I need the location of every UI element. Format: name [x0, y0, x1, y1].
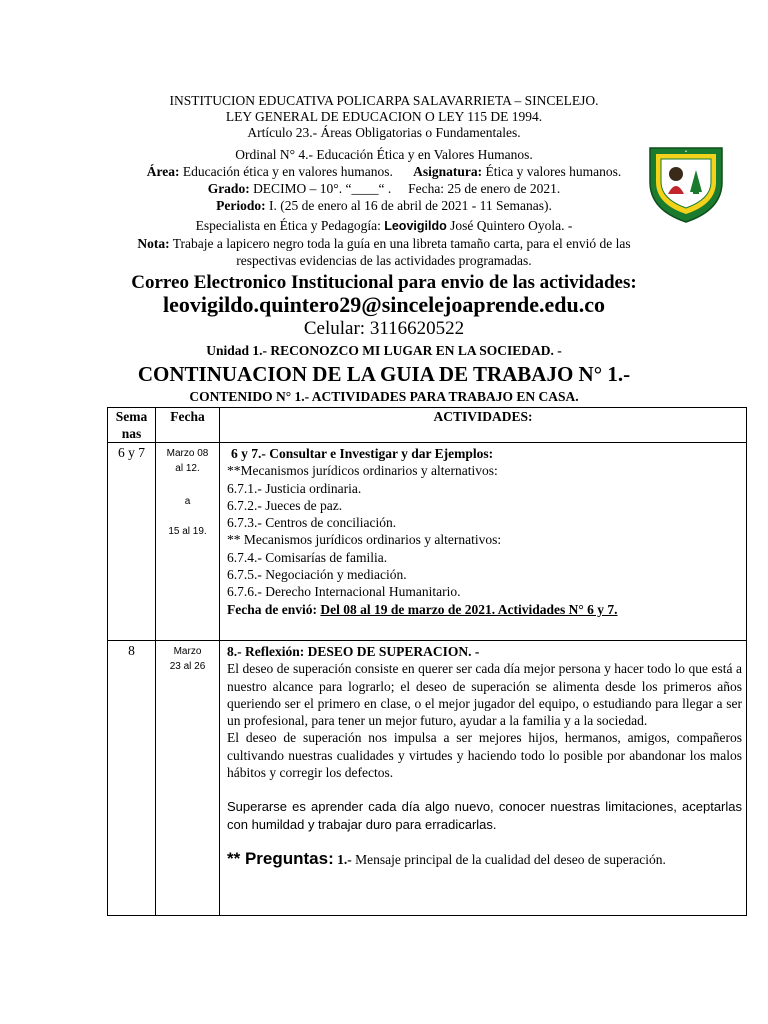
- col-semanas-header: [108, 408, 156, 443]
- grado-label: Grado:: [207, 181, 250, 196]
- svg-text:•: •: [684, 149, 688, 155]
- institution-name: INSTITUCION EDUCATIVA POLICARPA SALAVARRIETA – SINCELEJO.: [169, 93, 599, 108]
- periodo-value: I. (25 de enero al 16 de abril de 2021 - 11 Semanas).: [268, 198, 552, 213]
- table-row: [108, 641, 747, 916]
- table-row: [108, 443, 747, 641]
- envio-value: Del 08 al 19 de marzo de 2021. Actividades N° 6 y 7.: [320, 601, 618, 617]
- activity-line: 6.7.4.- Comisarías de familia.: [227, 549, 388, 565]
- activity-heading: 6 y 7.- Consultar e Investigar y dar Ejemplos:: [231, 446, 494, 461]
- question-line: [227, 850, 742, 868]
- area-label: Área:: [146, 164, 180, 179]
- col-semanas-label-2: nas: [121, 426, 142, 441]
- activity-line: 6.7.2.- Jueces de paz.: [227, 497, 343, 513]
- activities-cell: [220, 443, 747, 641]
- activity-line: 6.7.6.- Derecho Internacional Humanitario.: [227, 584, 461, 600]
- activity-line: 6.7.1.- Justicia ordinaria.: [227, 480, 362, 496]
- activity-line: 6.7.5.- Negociación y mediación.: [227, 567, 407, 583]
- preguntas-label: ** Preguntas:: [227, 848, 334, 868]
- teacher-first-name: Leovigildo: [384, 219, 447, 233]
- unidad-line: Unidad 1.- RECONOZCO MI LUGAR EN LA SOCIEDAD. -: [206, 343, 562, 358]
- date-line: al 12.: [175, 463, 200, 474]
- date-line: 15 al 19.: [168, 526, 207, 537]
- date-cell: [156, 443, 220, 641]
- week-cell: 8: [108, 641, 156, 916]
- nota-line-2: respectivas evidencias de las actividades programadas.: [236, 253, 532, 268]
- teacher-last-name: José Quintero Oyola. -: [450, 218, 573, 233]
- activities-cell: [220, 641, 747, 916]
- correo-heading: Correo Electronico Institucional para envio de las actividades:: [131, 272, 637, 293]
- date-line: Marzo 08: [166, 448, 209, 459]
- asignatura-value: Ética y valores humanos.: [485, 164, 622, 179]
- activity-line: **Mecanismos jurídicos ordinarios y alternativos:: [227, 463, 498, 479]
- reflection-paragraph: Superarse es aprender cada día algo nuevo, conocer nuestras limitaciones, aceptarlas con humildad y trabajar duro para erradicarlas.: [227, 799, 742, 832]
- grado-value: DECIMO – 10°. “____“ .: [253, 181, 392, 196]
- article-line: Artículo 23.- Áreas Obligatorias o Fundamentales.: [247, 125, 521, 140]
- table-header-row: [108, 408, 747, 443]
- contenido-line: CONTENIDO N° 1.- ACTIVIDADES PARA TRABAJO EN CASA.: [189, 389, 579, 404]
- school-crest-icon: [646, 142, 726, 224]
- col-actividades-header: ACTIVIDADES:: [220, 408, 747, 443]
- col-semanas-label-1: Sema: [115, 409, 148, 424]
- law-line: LEY GENERAL DE EDUCACION O LEY 115 DE 1994.: [225, 109, 543, 124]
- reflection-heading: 8.- Reflexión: DESEO DE SUPERACION. -: [227, 644, 480, 659]
- reflection-paragraph: El deseo de superación nos impulsa a ser mejores hijos, hermanos, amigos, compañeros cultivando nuestras cualidades y virtudes y haciendo todo lo posible por abandonar los malos hábitos y corregir los defectos.: [227, 730, 742, 781]
- col-fecha-header: Fecha: [156, 408, 220, 443]
- periodo-label: Periodo:: [216, 198, 266, 213]
- institutional-email: leovigildo.quintero29@sincelejoaprende.edu.co: [163, 292, 605, 317]
- activity-line: 6.7.3.- Centros de conciliación.: [227, 515, 397, 531]
- especialista-prefix: Especialista en Ética y Pedagogía:: [195, 218, 381, 233]
- ordinal-line: Ordinal N° 4.- Educación Ética y en Valores Humanos.: [235, 147, 533, 162]
- fecha-label: Fecha:: [408, 181, 445, 196]
- nota-line: [0, 236, 768, 251]
- date-line: a: [184, 496, 191, 507]
- question-number: 1.-: [337, 851, 352, 867]
- asignatura-label: Asignatura:: [413, 164, 483, 179]
- celular-line: Celular: 3116620522: [303, 318, 465, 339]
- area-value: Educación ética y en valores humanos.: [182, 164, 393, 179]
- activities-table: [107, 407, 747, 916]
- activity-line: ** Mecanismos jurídicos ordinarios y alternativos:: [227, 532, 502, 548]
- nota-label: Nota:: [137, 236, 170, 251]
- date-cell: [156, 641, 220, 916]
- fecha-value: 25 de enero de 2021.: [447, 181, 561, 196]
- nota-value: Trabaje a lapicero negro toda la guía en una libreta tamaño carta, para el envió de las: [172, 236, 631, 251]
- guia-title: CONTINUACION DE LA GUIA DE TRABAJO N° 1.-: [137, 362, 631, 386]
- question-text: Mensaje principal de la cualidad del deseo de superación.: [355, 851, 666, 867]
- reflection-paragraph: El deseo de superación consiste en querer ser cada día mejor persona y hacer todo lo que está a nuestro alcance para lograrlo; el deseo de superación se alimenta desde los primeros años queriendo ser el primero en clase, o el mejor jugador del equipo, o estudiando para llegar a ser un profesional, para tener un mejor futuro, ayudar a la familia y a la sociedad.: [227, 661, 742, 729]
- date-line: Marzo: [173, 646, 202, 657]
- envio-label: Fecha de envió:: [227, 601, 317, 617]
- date-line: 23 al 26: [169, 661, 206, 672]
- envio-line: [227, 601, 742, 618]
- week-cell: 6 y 7: [108, 443, 156, 641]
